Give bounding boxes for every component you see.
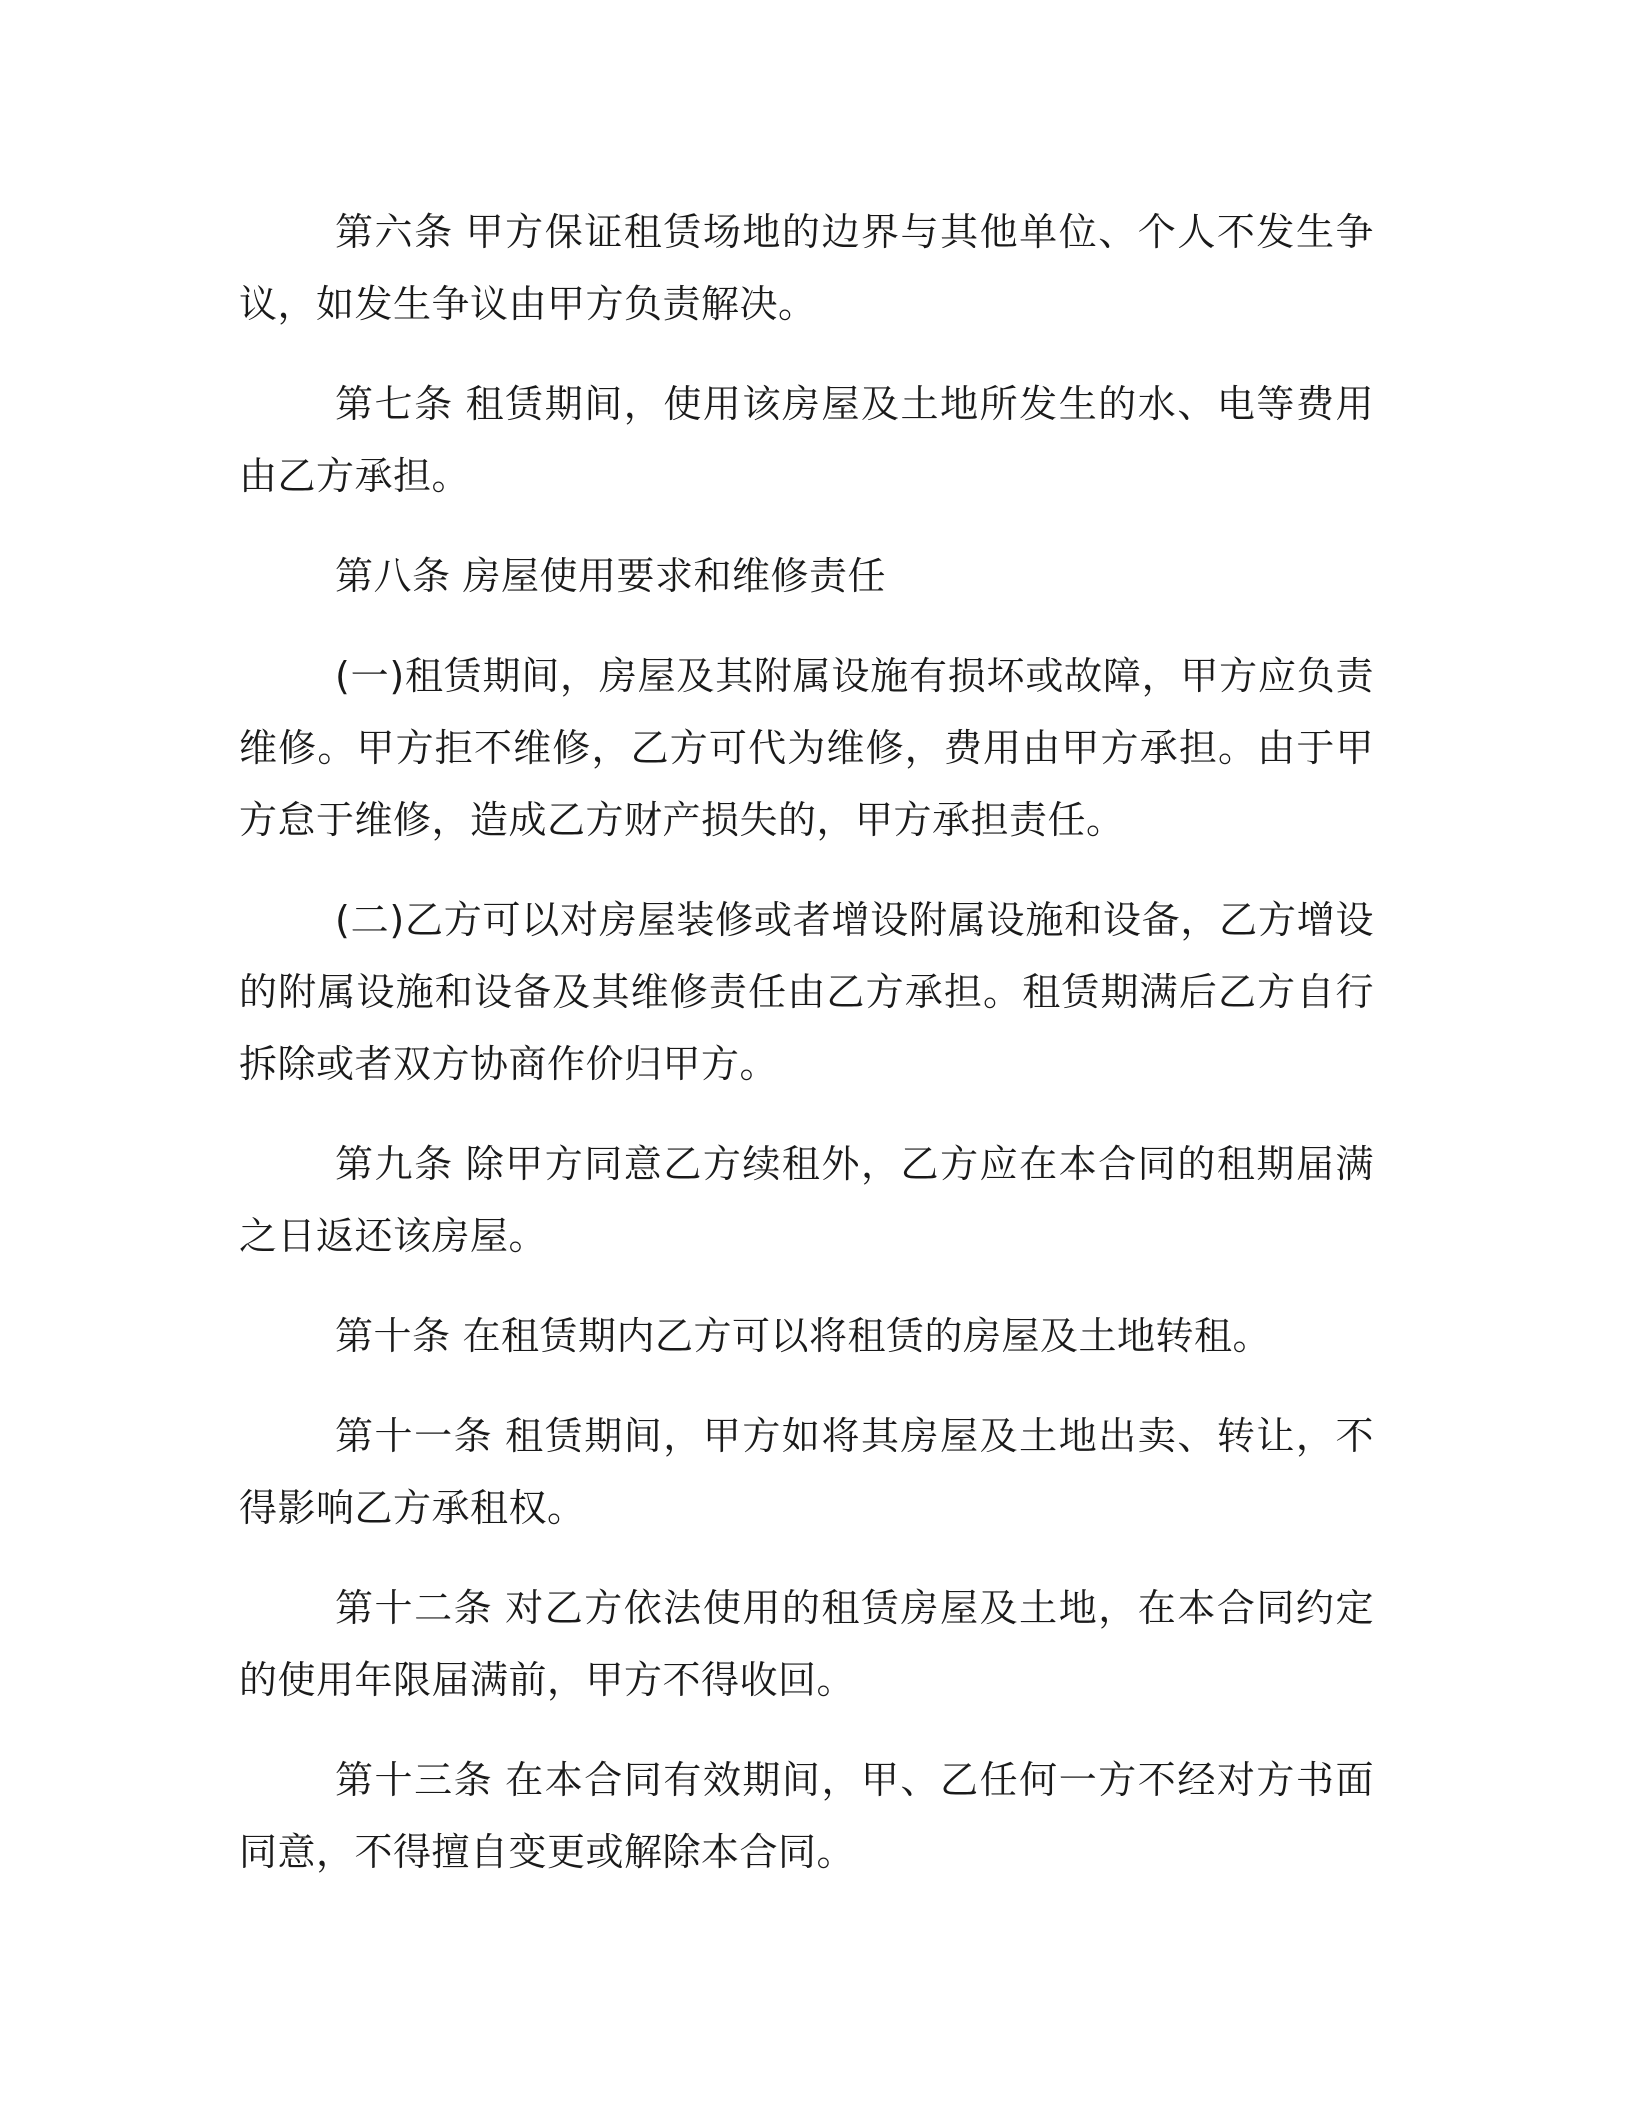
clause-text: 在租赁期内乙方可以将租赁的房屋及土地转租。 xyxy=(462,1314,1272,1358)
clause-text: 租赁期间，使用该房屋及土地所发生的水、电等费用由乙方承担。 xyxy=(239,382,1374,498)
clause-8-item-2 xyxy=(239,884,1374,1100)
clause-label: 第十一条 xyxy=(335,1414,494,1458)
clause-6 xyxy=(239,196,1374,340)
clause-10 xyxy=(239,1300,1374,1372)
clause-label: 第十三条 xyxy=(335,1758,494,1802)
clause-7 xyxy=(239,368,1374,512)
clause-label: 第九条 xyxy=(335,1142,454,1186)
clause-label: 第七条 xyxy=(335,382,454,426)
clause-text: (一)租赁期间，房屋及其附属设施有损坏或故障，甲方应负责维修。甲方拒不维修，乙方可代为维修，费用由甲方承担。由于甲方怠于维修，造成乙方财产损失的，甲方承担责任。 xyxy=(239,654,1374,842)
clause-text: 在本合同有效期间，甲、乙任何一方不经对方书面同意，不得擅自变更或解除本合同。 xyxy=(239,1758,1374,1874)
clause-label: 第六条 xyxy=(335,210,454,254)
clause-label: 第十二条 xyxy=(335,1586,494,1630)
clause-12 xyxy=(239,1572,1374,1716)
clause-9 xyxy=(239,1128,1374,1272)
clause-text: 对乙方依法使用的租赁房屋及土地，在本合同约定的使用年限届满前，甲方不得收回。 xyxy=(239,1586,1374,1702)
clause-text: (二)乙方可以对房屋装修或者增设附属设施和设备，乙方增设的附属设施和设备及其维修责任由乙方承担。租赁期满后乙方自行拆除或者双方协商作价归甲方。 xyxy=(239,898,1374,1086)
clause-8 xyxy=(239,540,1374,612)
clause-label: 第八条 xyxy=(335,554,451,598)
clause-13 xyxy=(239,1744,1374,1888)
clause-8-item-1 xyxy=(239,640,1374,856)
clause-label: 第十条 xyxy=(335,1314,451,1358)
clause-11 xyxy=(239,1400,1374,1544)
clause-text: 除甲方同意乙方续租外，乙方应在本合同的租期届满之日返还该房屋。 xyxy=(239,1142,1374,1258)
clause-text: 租赁期间，甲方如将其房屋及土地出卖、转让，不得影响乙方承租权。 xyxy=(239,1414,1374,1530)
clause-text: 房屋使用要求和维修责任 xyxy=(462,554,887,598)
clause-text: 甲方保证租赁场地的边界与其他单位、个人不发生争议，如发生争议由甲方负责解决。 xyxy=(239,210,1374,326)
contract-body xyxy=(239,196,1374,1916)
